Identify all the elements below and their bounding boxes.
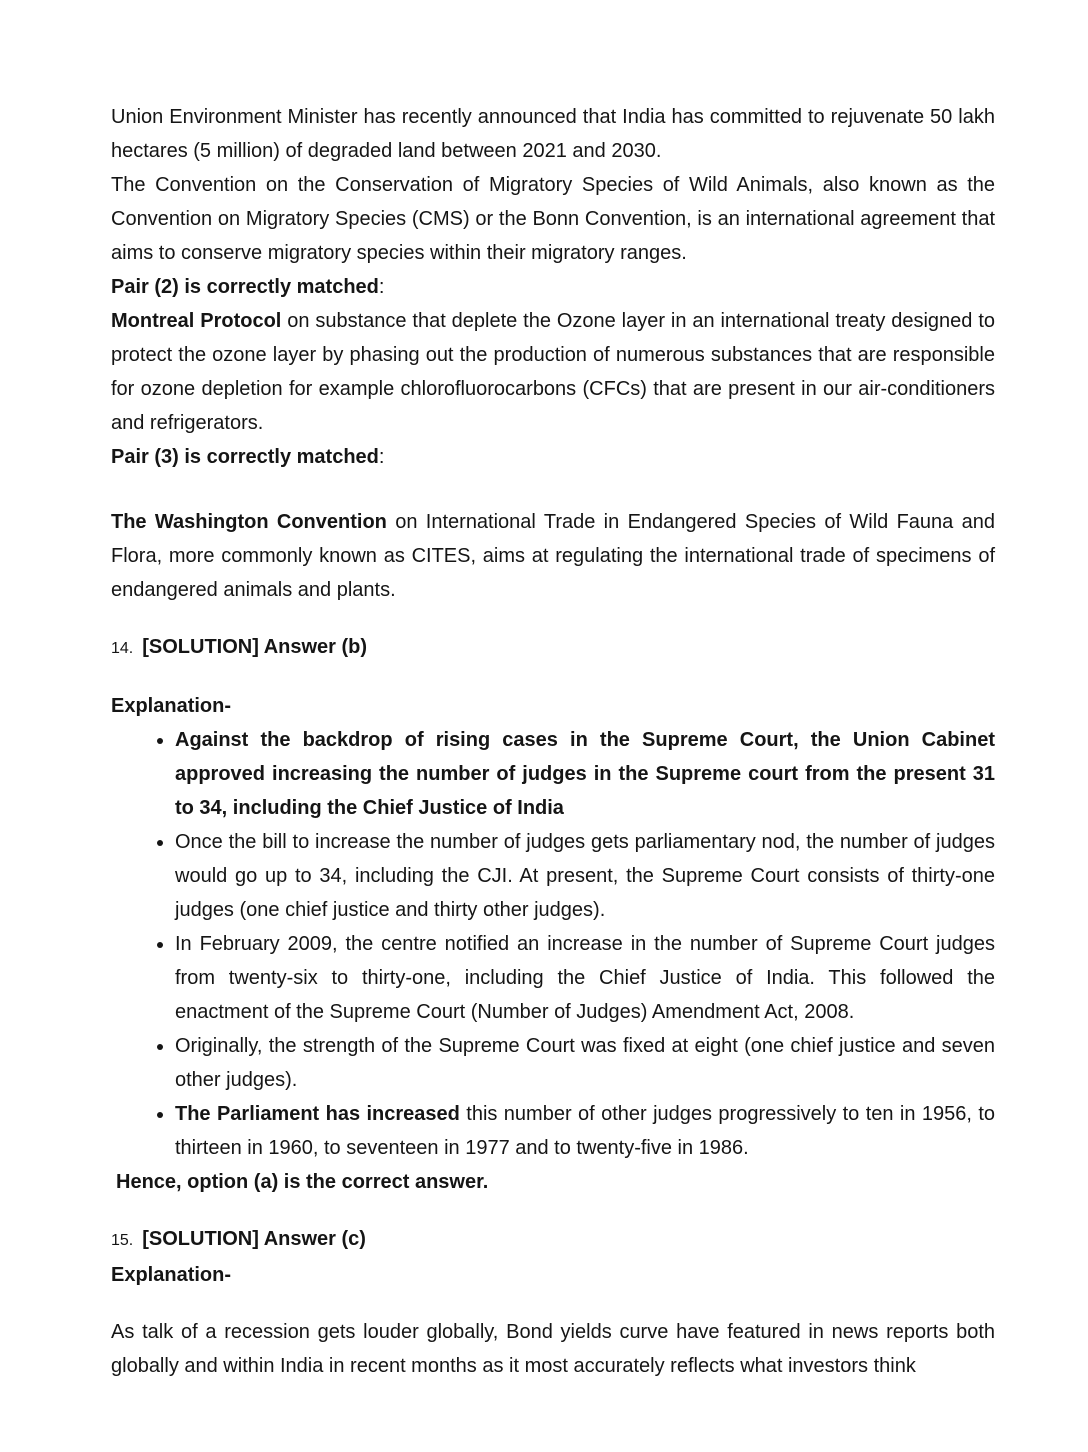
paragraph-cms-convention: The Convention on the Conservation of Migratory Species of Wild Animals, also known as the Convention on Migratory Species (CMS) or the Bonn Convention, is an international agreement that aims to conserve migratory species within their migratory ranges.	[111, 174, 995, 264]
solution-14-conclusion: Hence, option (a) is the correct answer.	[116, 1171, 489, 1193]
solution-15-title: [SOLUTION] Answer (c)	[142, 1228, 366, 1250]
heading-pair-3	[111, 440, 995, 474]
paragraph-montreal-protocol	[111, 304, 995, 440]
solution-14-bullet-list	[111, 723, 995, 1165]
paragraph-land-degradation: Union Environment Minister has recently announced that India has committed to rejuvenate 50 lakh hectares (5 million) of degraded land between 2021 and 2030.	[111, 106, 995, 162]
bullet-parliament-increase-text: this number of other judges progressively to ten in 1956, to thirteen in 1960, to seventeen in 1977 and to twenty-five in 1986.	[175, 1103, 995, 1159]
bullet-february-2009	[175, 927, 995, 1029]
solution-14-heading	[111, 630, 995, 666]
montreal-protocol-bold: Montreal Protocol	[111, 310, 288, 332]
heading-pair-2	[111, 270, 995, 304]
solution-14-explanation-label: Explanation-	[111, 695, 232, 717]
washington-convention-bold: The Washington Convention	[111, 511, 396, 533]
bullet-parliamentary-nod-text: Once the bill to increase the number of judges gets parliamentary nod, the number of judges would go up to 34, including the CJI. At present, the Supreme Court consists of thirty-one judges (one chief justice and thirty other judges).	[175, 831, 995, 921]
solution-15-explanation-label: Explanation-	[111, 1264, 232, 1286]
bullet-original-strength	[175, 1029, 995, 1097]
bullet-february-2009-text: In February 2009, the centre notified an increase in the number of Supreme Court judges from twenty-six to thirty-one, including the Chief Justice of India. This followed the enactment of the Supreme Court (Number of Judges) Amendment Act, 2008.	[175, 933, 995, 1023]
bullet-cabinet-approval-bold: Against the backdrop of rising cases in the Supreme Court, the Union Cabinet approved increasing the number of judges in the Supreme court from the present 31 to 34, including the Chief Justice of India	[175, 729, 995, 819]
paragraph-bond-yields: As talk of a recession gets louder globally, Bond yields curve have featured in news reports both globally and within India in recent months as it most accurately reflects what investors think	[111, 1321, 995, 1377]
solution-15-heading	[111, 1222, 995, 1258]
solution-14-title: [SOLUTION] Answer (b)	[142, 636, 368, 658]
heading-pair-2-bold: Pair (2) is correctly matched	[111, 276, 379, 298]
bullet-parliament-increase	[175, 1097, 995, 1165]
bullet-original-strength-text: Originally, the strength of the Supreme Court was fixed at eight (one chief justice and seven other judges).	[175, 1035, 995, 1091]
bullet-parliament-increase-bold: The Parliament has increased	[175, 1103, 467, 1125]
solution-15-number: 15.	[111, 1232, 134, 1249]
heading-pair-2-colon: :	[378, 276, 385, 298]
bullet-parliamentary-nod	[175, 825, 995, 927]
heading-pair-3-colon: :	[378, 446, 385, 468]
washington-convention-text: on International Trade in Endangered Species of Wild Fauna and Flora, more commonly known as CITES, aims at regulating the international trade of specimens of endangered animals and plants.	[111, 511, 995, 601]
bullet-cabinet-approval	[175, 723, 995, 825]
paragraph-washington-convention	[111, 505, 995, 607]
solution-14-number: 14.	[111, 640, 134, 657]
montreal-protocol-text: on substance that deplete the Ozone layer in an international treaty designed to protect the ozone layer by phasing out the production of numerous substances that are responsible for ozone depletion for example chlorofluorocarbons (CFCs) that are present in our air-conditioners and refrigerators.	[111, 310, 995, 434]
heading-pair-3-bold: Pair (3) is correctly matched	[111, 446, 379, 468]
